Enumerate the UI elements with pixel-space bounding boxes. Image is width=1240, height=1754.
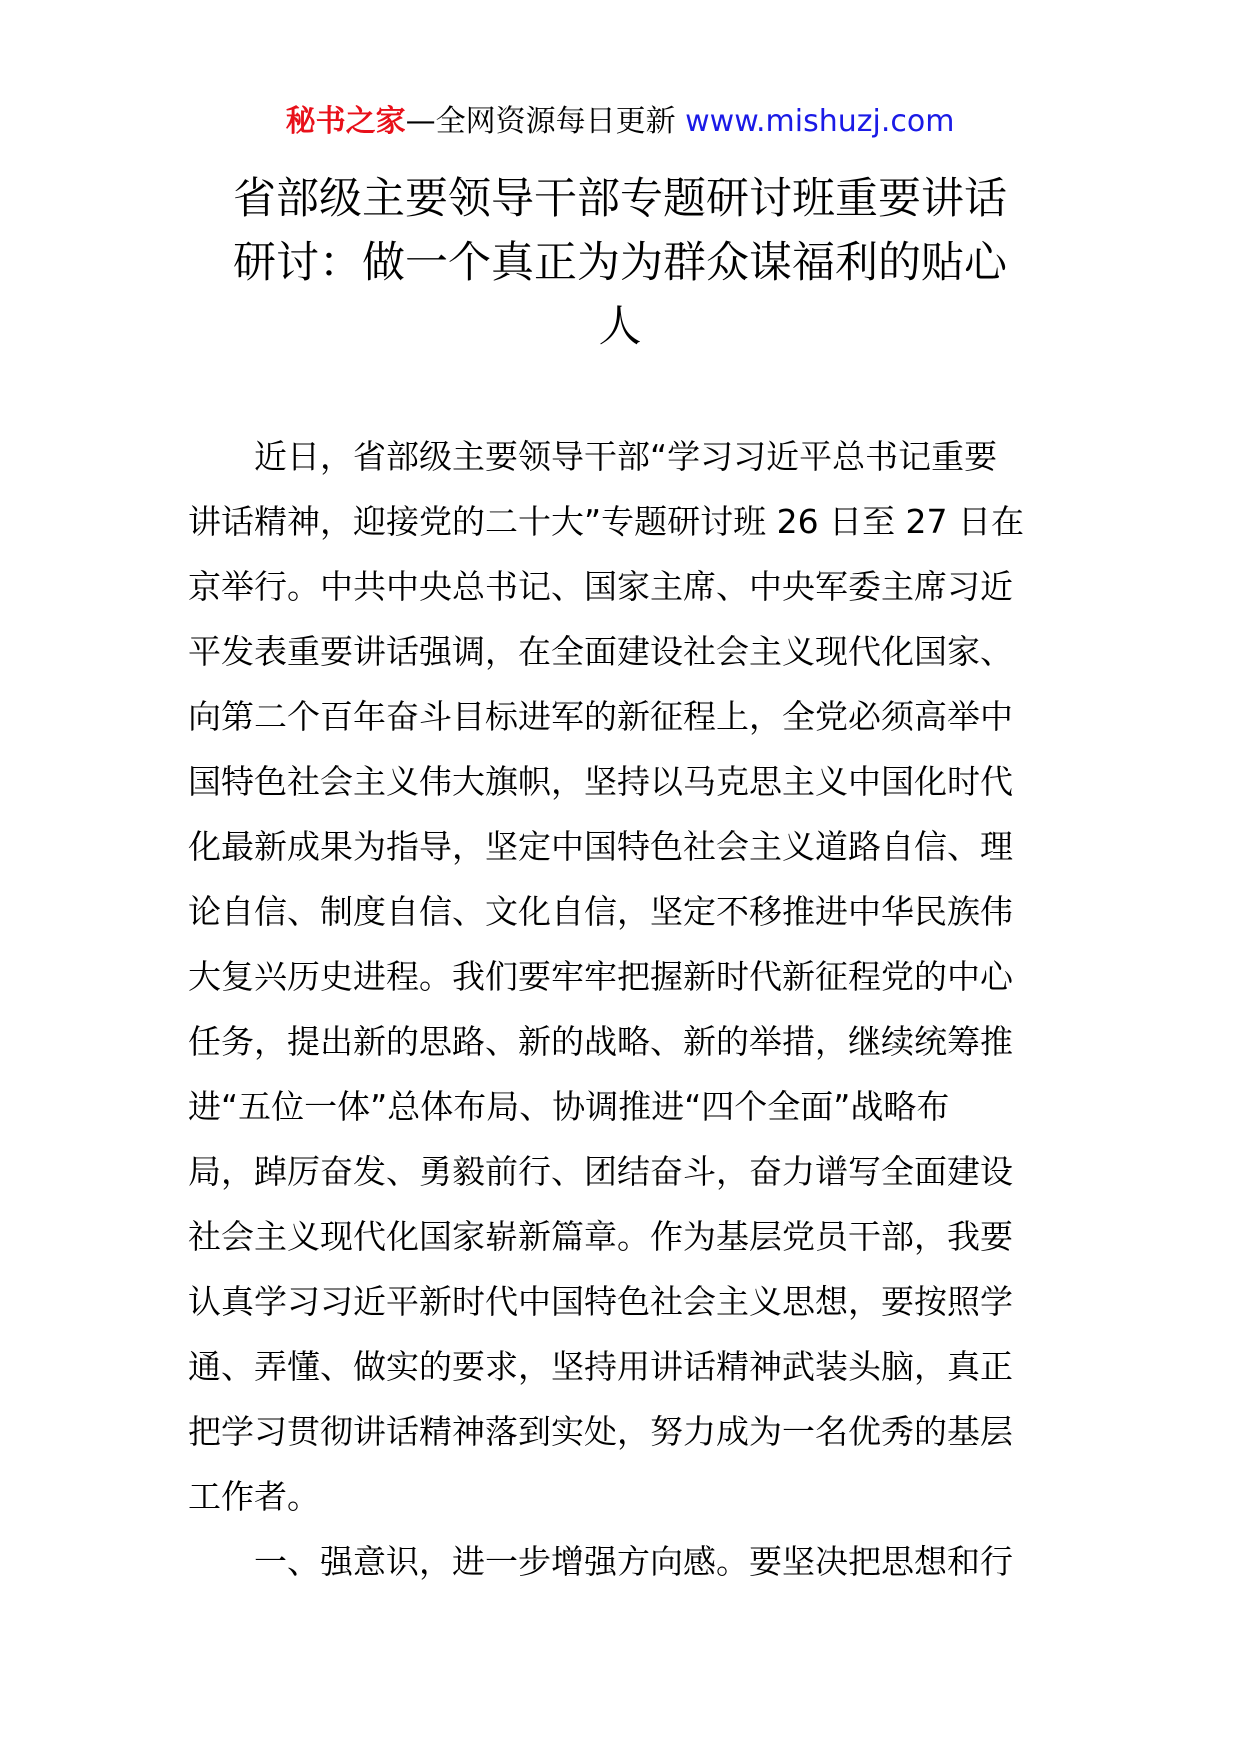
site-header: [0, 100, 1240, 144]
paragraph-line: 讲话精神，迎接党的二十大”专题研讨班 26 日至 27 日在: [188, 502, 1025, 541]
paragraph-line: 化最新成果为指导，坚定中国特色社会主义道路自信、理: [188, 827, 1013, 866]
paragraph-line: 大复兴历史进程。我们要牢牢把握新时代新征程党的中心: [188, 957, 1013, 996]
paragraph-line: 平发表重要讲话强调，在全面建设社会主义现代化国家、: [188, 632, 1013, 671]
site-tagline: —全网资源每日更新: [405, 104, 686, 139]
document-body: [188, 424, 1068, 1594]
paragraph-line: 向第二个百年奋斗目标进军的新征程上，全党必须高举中: [188, 697, 1013, 736]
paragraph-line: 认真学习习近平新时代中国特色社会主义思想，要按照学: [188, 1282, 1013, 1321]
paragraph-line: 国特色社会主义伟大旗帜，坚持以马克思主义中国化时代: [188, 762, 1013, 801]
paragraph-line: 局，踔厉奋发、勇毅前行、团结奋斗，奋力谱写全面建设: [188, 1152, 1013, 1191]
paragraph-line: 近日，省部级主要领导干部“学习习近平总书记重要: [254, 437, 998, 476]
paragraph-line: 工作者。: [188, 1477, 320, 1516]
site-brand: 秘书之家: [285, 104, 406, 139]
paragraph-line: 任务，提出新的思路、新的战略、新的举措，继续统筹推: [188, 1022, 1013, 1061]
title-line: 省部级主要领导干部专题研讨班重要讲话: [233, 174, 1007, 224]
site-url-link[interactable]: www.mishuzj.com: [685, 104, 955, 139]
paragraph-line: 京举行。中共中央总书记、国家主席、中央军委主席习近: [188, 567, 1013, 606]
document-title: [190, 167, 1050, 359]
paragraph-line: 论自信、制度自信、文化自信，坚定不移推进中华民族伟: [188, 892, 1013, 931]
title-line: 研讨：做一个真正为为群众谋福利的贴心: [233, 238, 1007, 288]
section-heading-line: 一、强意识，进一步增强方向感。要坚决把思想和行: [254, 1542, 1013, 1581]
paragraph-line: 通、弄懂、做实的要求，坚持用讲话精神武装头脑，真正: [188, 1347, 1013, 1386]
title-line: 人: [598, 302, 642, 352]
paragraph-line: 社会主义现代化国家崭新篇章。作为基层党员干部，我要: [188, 1217, 1013, 1256]
paragraph-line: 进“五位一体”总体布局、协调推进“四个全面”战略布: [188, 1087, 950, 1126]
paragraph-line: 把学习贯彻讲话精神落到实处，努力成为一名优秀的基层: [188, 1412, 1013, 1451]
